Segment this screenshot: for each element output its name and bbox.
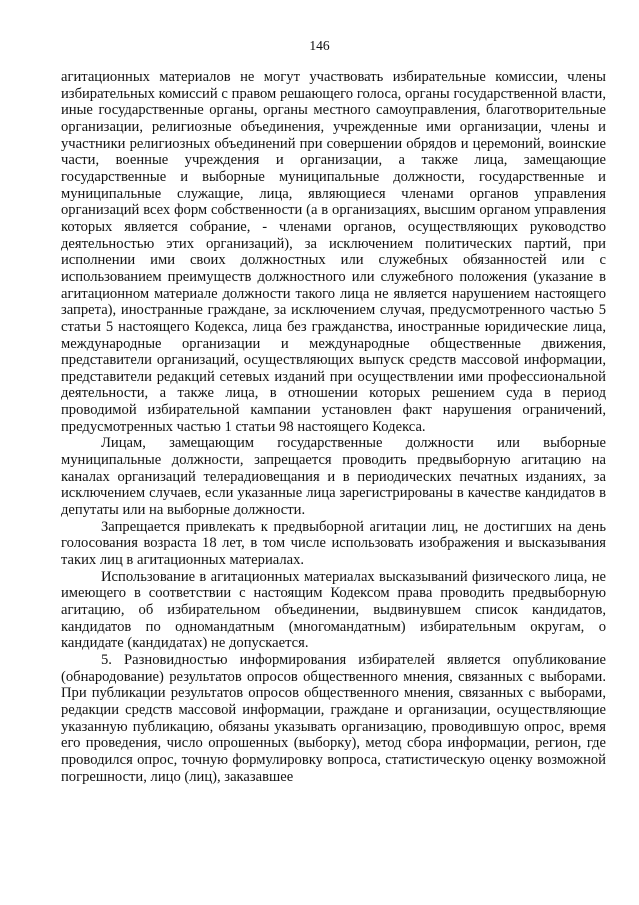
paragraph-statements-restriction: Использование в агитационных материалах высказываний физического лица, не имеющего в соответствии с настоящим Кодексом права проводить предвыборную агитацию, об избирательном объединении, выдвинувшем список кандидатов, кандидатов по одномандатным (многомандатным) избирательным округам, о кандидате (кандидатах) не допускается. xyxy=(61,568,606,652)
page-number: 146 xyxy=(309,38,330,53)
paragraph-minors-restriction: Запрещается привлекать к предвыборной агитации лиц, не достигших на день голосования возраста 18 лет, в том числе использовать изображения и высказывания таких лиц в агитационных материалах. xyxy=(61,518,606,569)
document-body xyxy=(61,69,606,785)
paragraph-continuation: агитационных материалов не могут участвовать избирательные комиссии, члены избирательных комиссий с правом решающего голоса, органы государственной власти, иные государственные органы, органы местного самоуправления, благотворительные организации, религиозные объединения, учрежденные ими организации, члены и участники религиозных объединений при совершении обрядов и церемоний, воинские части, военные учреждения и организации, а также лица, замещающие государственные и выборные муниципальные должности, государственные и муниципальные служащие, лица, являющиеся членами органов управления организаций всех форм собственности (а в организациях, высшим органом управления которых является собрание, - членами органов, осуществляющих руководство деятельностью этих организаций), за исключением политических партий, при исполнении ими своих должностных или служебных обязанностей или с использованием преимуществ должностного или служебного положения (указание в агитационном материале должности такого лица не является нарушением настоящего запрета), иностранные граждане, за исключением случая, предусмотренного частью 5 статьи 5 настоящего Кодекса, лица без гражданства, иностранные юридические лица, международные организации и международные общественные движения, представители организаций, осуществляющих выпуск средств массовой информации, представители редакций сетевых изданий при осуществлении ими профессиональной деятельности, а также лица, в отношении которых решением суда в период проводимой избирательной кампании установлен факт нарушения ограничений, предусмотренных частью 1 статьи 98 настоящего Кодекса. xyxy=(61,69,606,435)
paragraph-opinion-polls: 5. Разновидностью информирования избирателей является опубликование (обнародование) результатов опросов общественного мнения, связанных с выборами. При публикации результатов опросов общественного мнения, связанных с выборами, редакции средств массовой информации, граждане и организации, осуществляющие указанную публикацию, обязаны указывать организацию, проводившую опрос, время его проведения, число опрошенных (выборку), метод сбора информации, регион, где проводился опрос, точную формулировку вопроса, статистическую оценку возможной погрешности, лицо (лиц), заказавшее xyxy=(61,651,606,785)
paragraph-officials-restriction: Лицам, замещающим государственные должности или выборные муниципальные должности, запрещается проводить предвыборную агитацию на каналах организаций телерадиовещания и в периодических печатных изданиях, за исключением случаев, если указанные лица зарегистрированы в качестве кандидатов в депутаты или на выборные должности. xyxy=(61,435,606,519)
